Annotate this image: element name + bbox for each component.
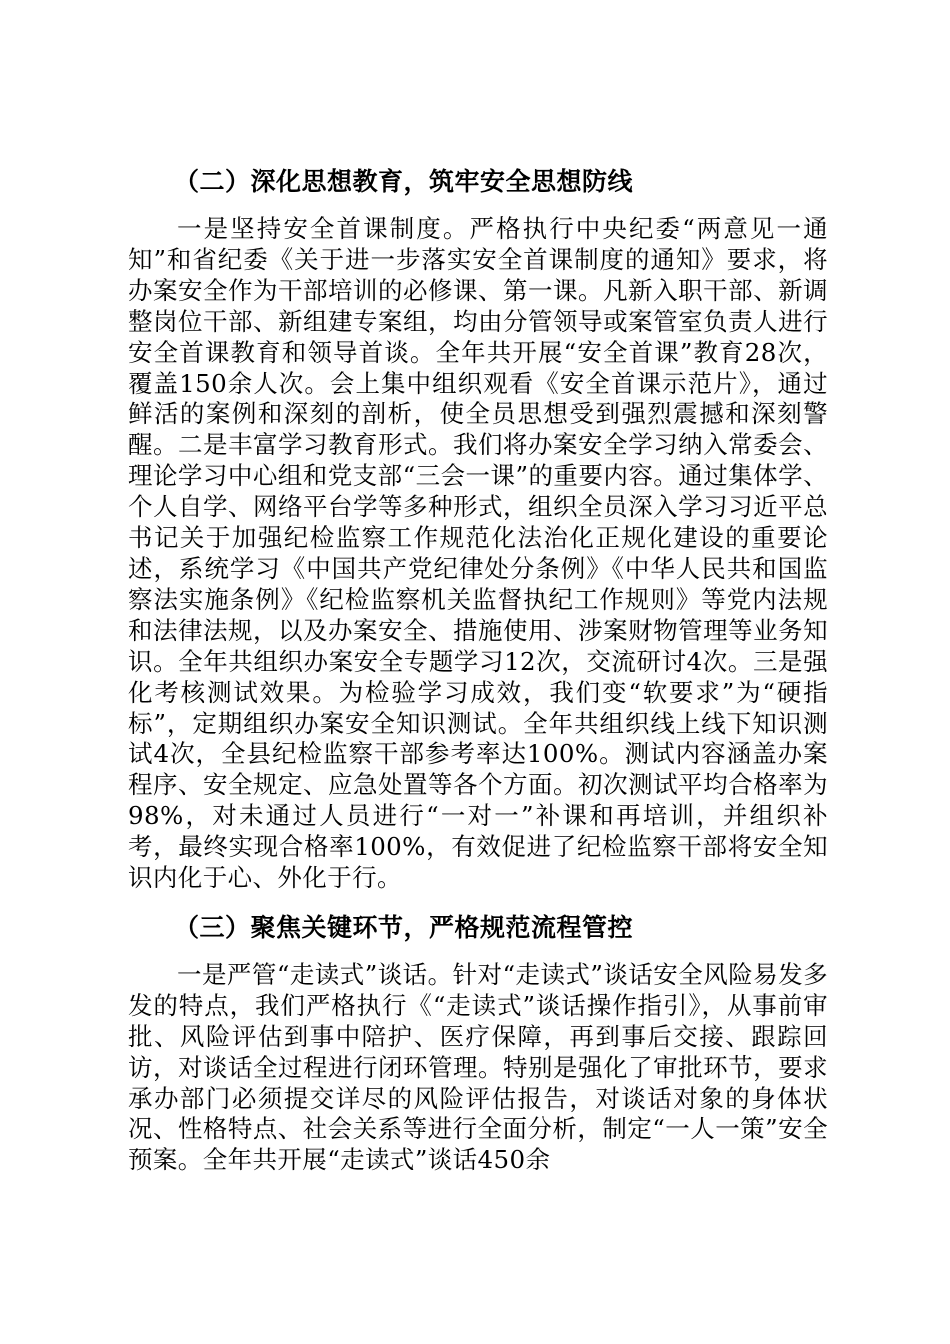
section-heading: （三）聚焦关键环节，严格规范流程管控 bbox=[174, 912, 634, 942]
section-heading: （二）深化思想教育，筑牢安全思想防线 bbox=[174, 167, 634, 196]
section-paragraph: 一是严管“走读式”谈话。针对“走读式”谈话安全风险易发多发的特点，我们严格执行《“走读式”谈话操作指引》，从事前审批、风险评估到事中陪护、医疗保障，再到事后交接、跟踪回访，对谈话全过程进行闭环管理。特别是强化了审批环节，要求承办部门必须提交详尽的风险评估报告，对谈话对象的身体状况、性格特点、社会关系等进行全面分析，制定“一人一策”安全预案。全年共开展“走读式”谈话450余 bbox=[128, 959, 828, 1175]
section-paragraph: 一是坚持安全首课制度。严格执行中央纪委“两意见一通知”和省纪委《关于进一步落实安全首课制度的通知》要求，将办案安全作为干部培训的必修课、第一课。凡新入职干部、新调整岗位干部、新组建专案组，均由分管领导或案管室负责人进行安全首课教育和领导首谈。全年共开展“安全首课”教育28次，覆盖150余人次。会上集中组织观看《安全首课示范片》，通过鲜活的案例和深刻的剖析，使全员思想受到强烈震撼和深刻警醒。二是丰富学习教育形式。我们将办案安全学习纳入常委会、理论学习中心组和党支部“三会一课”的重要内容。通过集体学、个人自学、网络平台学等多种形式，组织全员深入学习习近平总书记关于加强纪检监察工作规范化法治化正规化建设的重要论述，系统学习《中国共产党纪律处分条例》《中华人民共和国监察法实施条例》《纪检监察机关监督执纪工作规则》等党内法规和法律法规，以及办案安全、措施使用、涉案财物管理等业务知识。全年共组织办案安全专题学习12次，交流研讨4次。三是强化考核测试效果。为检验学习成效，我们变“软要求”为“硬指标”，定期组织办案安全知识测试。全年共组织线上线下知识测试4次，全县纪检监察干部参考率达100%。测试内容涵盖办案程序、安全规定、应急处置等各个方面。初次测试平均合格率为98%，对未通过人员进行“一对一”补课和再培训，并组织补考，最终实现合格率100%，有效促进了纪检监察干部将安全知识内化于心、外化于行。 bbox=[128, 214, 828, 893]
document-body bbox=[128, 162, 828, 1176]
